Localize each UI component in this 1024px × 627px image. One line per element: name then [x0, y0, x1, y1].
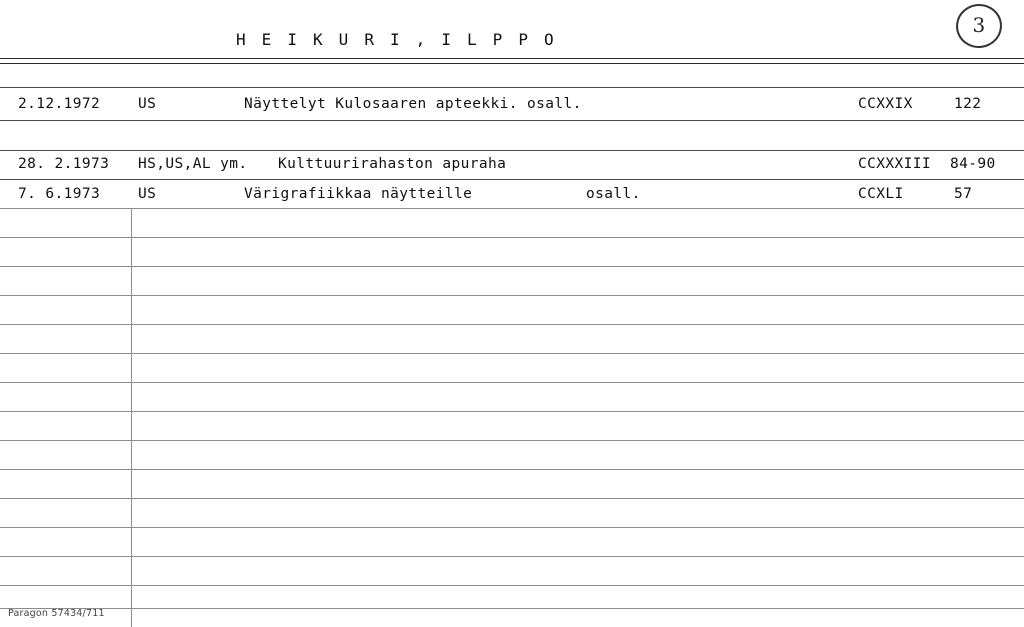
rule-line — [0, 150, 1024, 151]
entry-pages: 84-90 — [950, 156, 996, 172]
entry-description: Näyttelyt Kulosaaren apteekki. osall. — [244, 96, 582, 112]
entry-date: 28. 2.1973 — [18, 156, 110, 172]
rule-line — [0, 353, 1024, 354]
rule-line — [0, 498, 1024, 499]
entry-note: osall. — [586, 186, 641, 202]
table-row — [0, 92, 1024, 121]
entry-date: 7. 6.1973 — [18, 186, 101, 202]
entry-reference: CCXXIX — [858, 96, 913, 112]
rule-line — [0, 411, 1024, 412]
rule-line — [0, 87, 1024, 88]
entry-pages: 57 — [954, 186, 973, 202]
column-divider — [131, 208, 132, 627]
rule-line — [0, 382, 1024, 383]
page-number-value: 3 — [972, 13, 986, 38]
rule-line — [0, 266, 1024, 267]
rule-line — [0, 469, 1024, 470]
form-code-footer: Paragon 57434/711 — [8, 608, 105, 619]
entry-date: 2.12.1972 — [18, 96, 101, 112]
entry-description: Kulttuurirahaston apuraha — [278, 156, 507, 172]
table-row — [0, 152, 1024, 181]
entry-pages: 122 — [954, 96, 982, 112]
page-title: H E I K U R I , I L P P O — [236, 30, 557, 49]
rule-line — [0, 295, 1024, 296]
rule-line — [0, 608, 1024, 609]
table-row — [0, 182, 1024, 211]
entry-source: HS,US,AL ym. — [138, 156, 248, 172]
rule-line — [0, 556, 1024, 557]
entry-reference: CCXXXIII — [858, 156, 932, 172]
entry-source: US — [138, 186, 157, 202]
rule-line — [0, 527, 1024, 528]
entry-source: US — [138, 96, 157, 112]
rule-line — [0, 63, 1024, 64]
rule-line — [0, 585, 1024, 586]
rule-line — [0, 58, 1024, 59]
rule-line — [0, 440, 1024, 441]
rule-line — [0, 237, 1024, 238]
entry-description: Värigrafiikkaa näytteille — [244, 186, 473, 202]
entry-reference: CCXLI — [858, 186, 904, 202]
rule-line — [0, 324, 1024, 325]
